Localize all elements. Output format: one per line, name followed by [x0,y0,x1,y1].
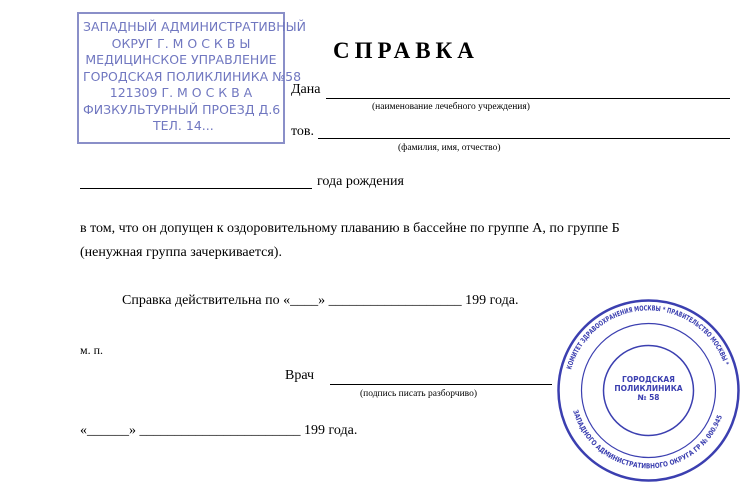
institution-field-line [326,98,730,99]
stamp-line: ГОРОДСКАЯ ПОЛИКЛИНИКА №58 [83,68,302,84]
round-seal-center-text: ГОРОДСКАЯ [622,375,675,384]
round-seal-outer-text: КОМИТЕТ ЗДРАВООХРАНЕНИЯ МОСКВЫ * ПРАВИТЕЛЬСТВО МОСКВЫ * [565,304,731,371]
seal-place-label: м. п. [80,343,104,357]
doctor-signature-line [330,384,552,385]
round-seal-center-text: ПОЛИКЛИНИКА [614,384,683,393]
stamp-line: МЕДИЦИНСКОЕ УПРАВЛЕНИЕ [85,52,277,67]
document-title: СПРАВКА [333,38,479,63]
institution-caption: (наименование лечебного учреждения) [372,102,530,112]
body-text-line2: (ненужная группа зачеркивается). [80,245,282,260]
round-seal-center-text: № 58 [637,393,660,402]
stamp-line: ФИЗКУЛЬТУРНЫЙ ПРОЕЗД Д.6 [83,101,281,117]
stamp-line: ОКРУГ Г. М О С К В Ы [111,35,251,51]
birth-year-field-line [80,188,312,189]
valid-until-line: Справка действительна по «____» ___________________ 199 года. [122,293,519,308]
doctor-label: Врач [285,368,315,383]
date-line: «______» _______________________ 199 года. [80,423,358,438]
comrade-label: тов. [291,124,315,139]
name-caption: (фамилия, имя, отчество) [398,143,501,153]
round-seal-middle-text: ЗАПАДНОГО АДМИНИСТРАТИВНОГО ОКРУГА ГР № 000.945 [571,408,725,471]
round-seal-stamp [556,298,741,483]
body-text-line1: в том, что он допущен к оздоровительному плаванию в бассейне по группе А, по группе Б [80,221,620,236]
birth-year-label: года рождения [317,174,404,189]
stamp-line: ТЕЛ. 14... [153,118,214,133]
name-field-line [318,138,730,139]
stamp-line: 121309 Г. М О С К В А [109,85,253,100]
signature-caption: (подпись писать разборчиво) [360,389,477,399]
stamp-line: ЗАПАДНЫЙ АДМИНИСТРАТИВНЫЙ [83,19,307,34]
issued-to-label: Дана [291,82,321,97]
